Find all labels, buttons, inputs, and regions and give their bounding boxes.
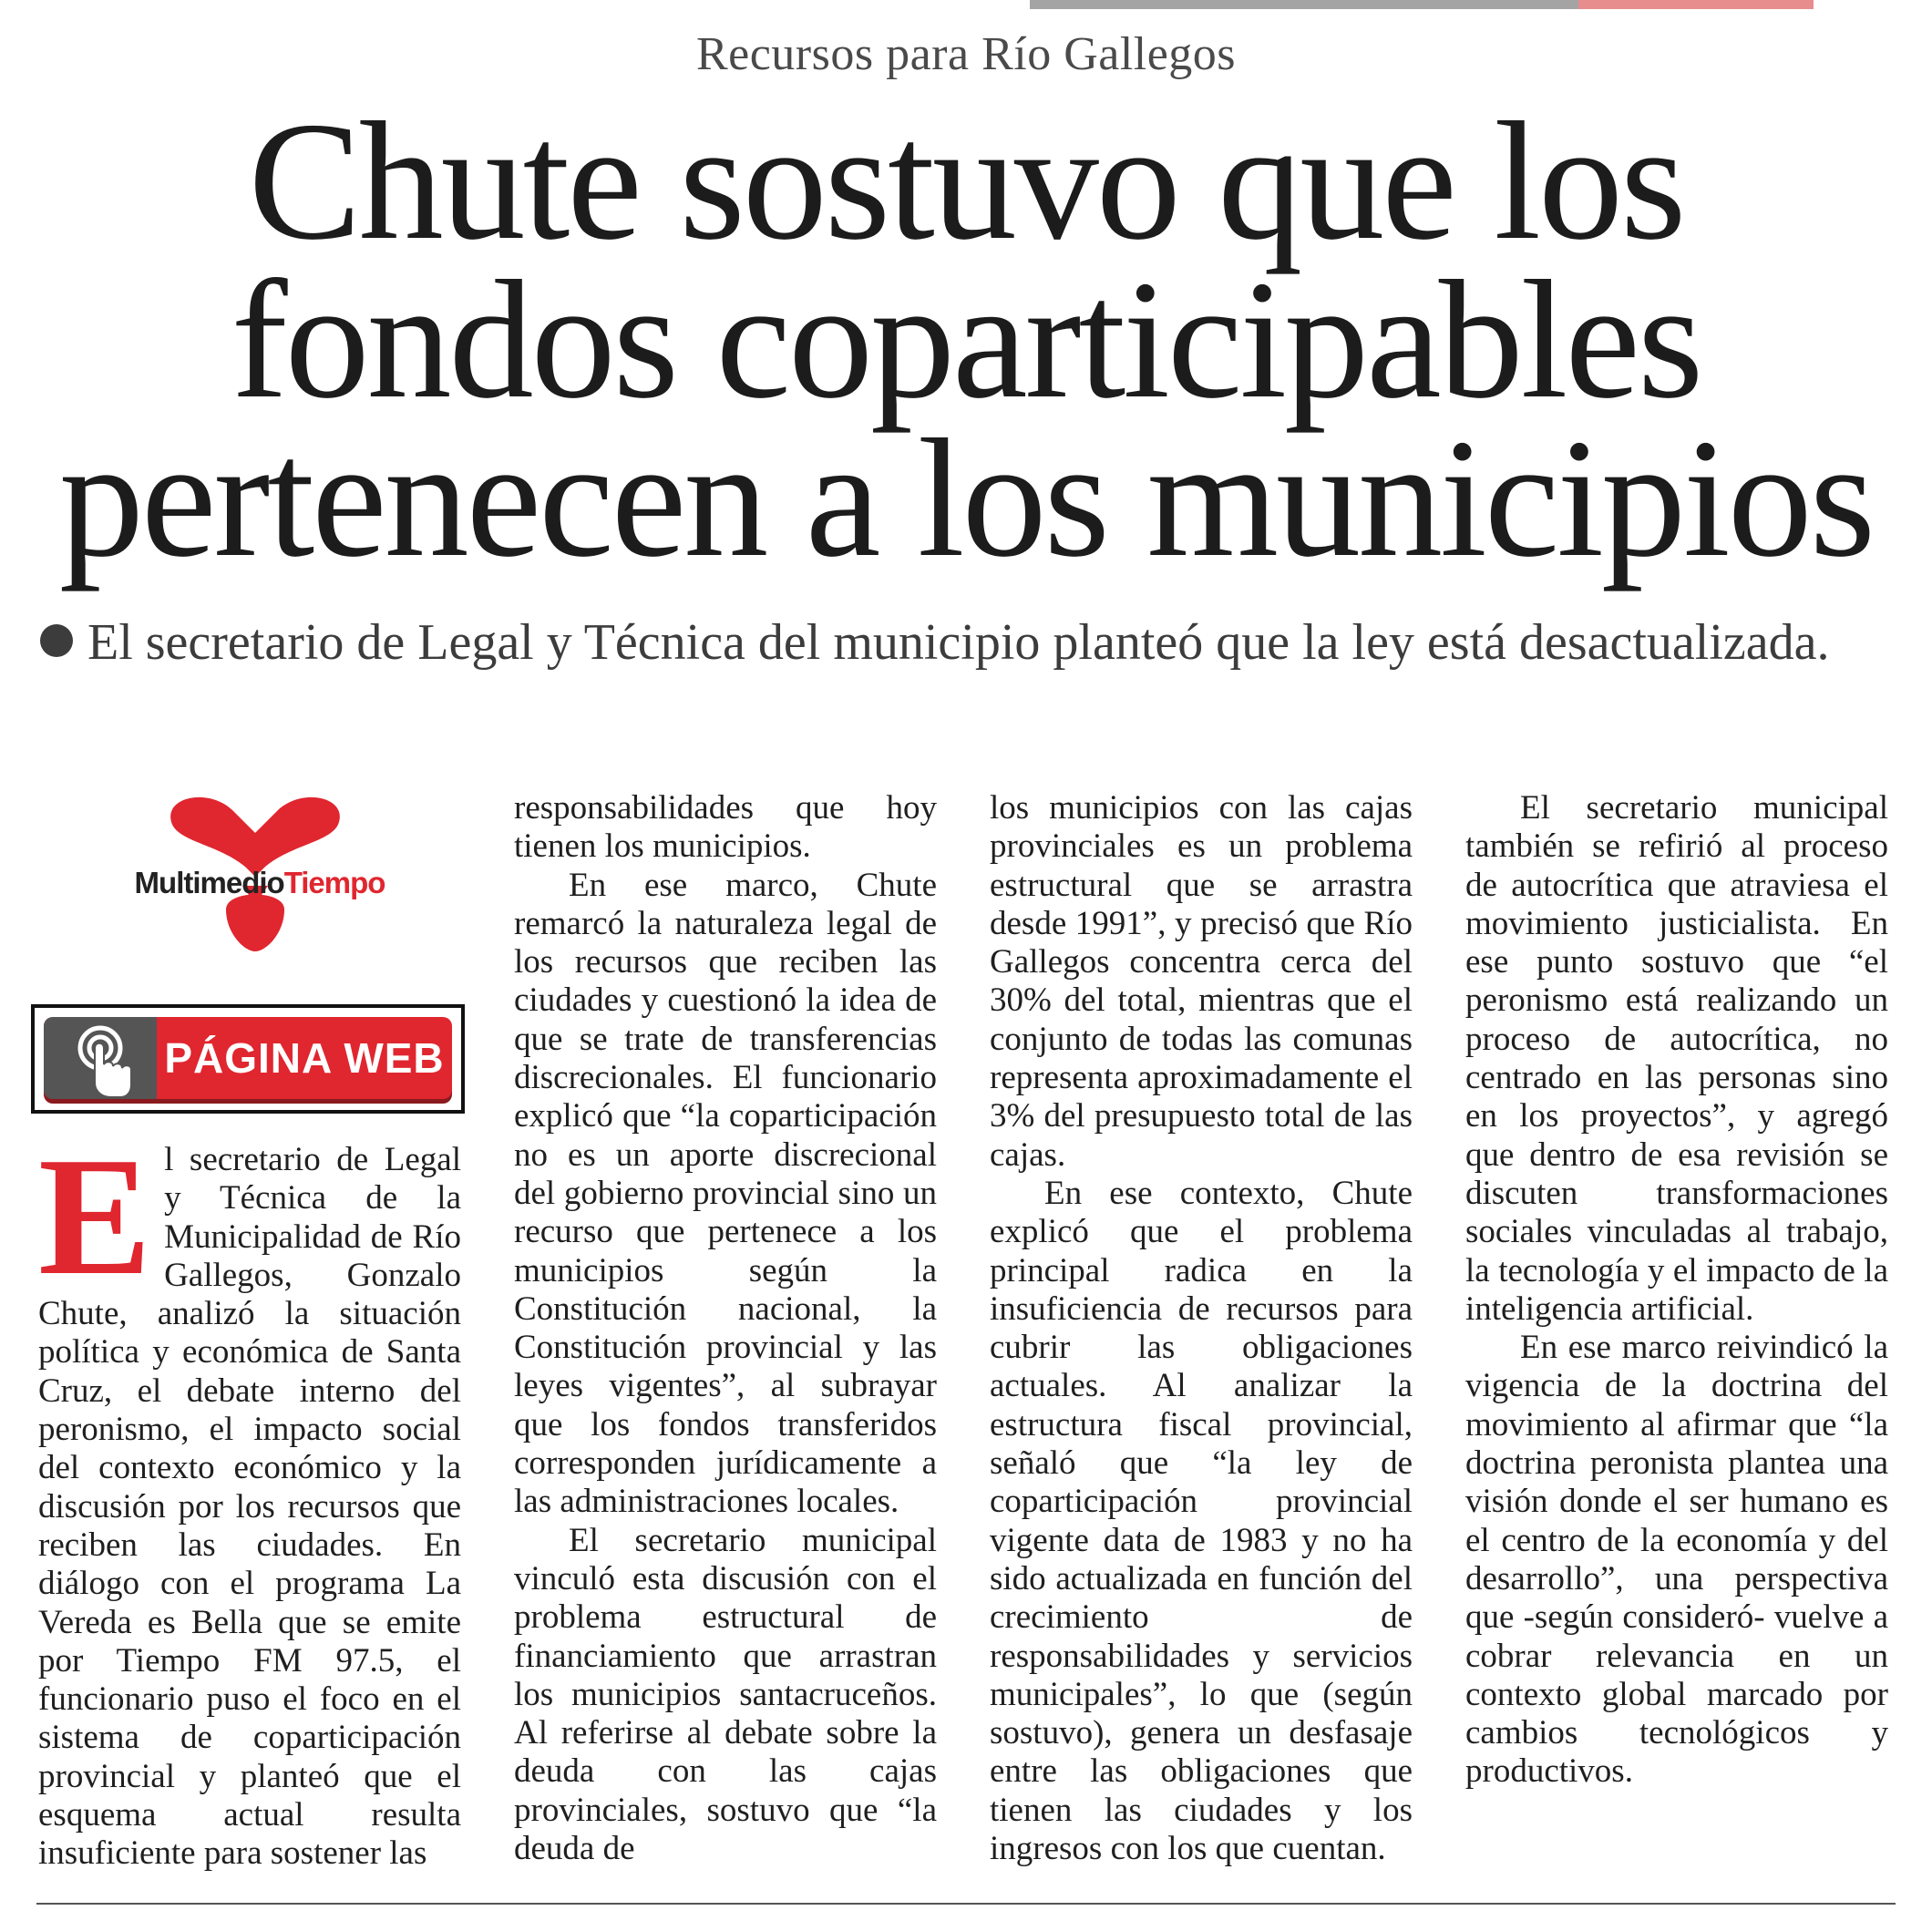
pagina-web-label: PÁGINA WEB: [164, 1034, 445, 1082]
paragraph-2: En ese marco, Chute remarcó la naturaleza legal de los recursos que reciben las ciudades y cuestionó la idea de que se trate de transferencias discrecionales. El funcionario explicó que “la coparticipación no es un aporte discrecional del gobierno provincial sino un recurso que pertenece a los municipios según la Constitución nacional, la Constitución provincial y las leyes vigentes”, al subrayar que los fondos transferidos corresponden jurídicamente a las administraciones locales.: [514, 866, 937, 1521]
section-kicker: Recursos para Río Gallegos: [695, 28, 1237, 80]
paragraph-1-part-b: responsabilidades que hoy tienen los municipios.: [514, 789, 937, 866]
deck-text: El secretario de Legal y Técnica del municipio planteó que la ley está desactualizada.: [87, 614, 1830, 671]
paragraph-5: El secretario municipal también se refirió al proceso de autocrítica que atraviesa el movimiento justicialista. En ese punto sostuvo que “el peronismo está realizando un proceso de autocrítica, no centrado en las personas sino en los proyectos”, y agregó que dentro de esa revisión se discuten transformaciones sociales vinculadas al trabajo, la tecnología y el impacto de la inteligencia artificial.: [1465, 789, 1888, 1328]
bottom-divider: [36, 1903, 1896, 1905]
article-column-1: [38, 1123, 461, 1874]
paragraph-3-part-a: El secretario municipal vinculó esta discusión con el problema estructural de financiamiento que arrastran los municipios santacruceños. Al referirse al debate sobre la deuda con las cajas provinciales, sostuvo que “la deuda de: [514, 1521, 937, 1868]
paragraph-3-part-b: los municipios con las cajas provinciales es un problema estructural que se arrastra desde 1991”, y precisó que Río Gallegos concentra cerca del 30% del total, mientras que el conjunto de todas las comunas representa aproximadamente el 3% del presupuesto total de las cajas.: [990, 789, 1413, 1174]
top-header-strip: [1030, 0, 1814, 9]
bullet-icon: [40, 624, 73, 657]
logo-wordmark: [109, 866, 410, 900]
paragraph-4: En ese contexto, Chute explicó que el problema principal radica en la insuficiencia de recursos para cubrir las obligaciones actuales. Al analizar la estructura fiscal provincial, señaló que “la ley de coparticipación provincial vigente data de 1983 y no ha sido actualizada en función del crecimiento de responsabilidades y servicios municipales”, lo que (según sostuvo), genera un desfasaje entre las obligaciones que tienen las ciudades y los ingresos con los que cuentan.: [990, 1174, 1413, 1868]
pagina-web-button[interactable]: [44, 1017, 452, 1099]
drop-cap: E: [38, 1123, 152, 1310]
headline: Chute sostuvo que los fondos coparticipables pertenecen a los municipios: [58, 87, 1874, 592]
logo-wordmark-part1: Multimedio: [134, 866, 284, 899]
logo-wordmark-part2: Tiempo: [283, 866, 385, 899]
deck-subheadline: [40, 612, 1881, 673]
paragraph-1-part-a: l secretario de Legal y Técnica de la Municipalidad de Río Gallegos, Gonzalo Chute, analizó la situación política y económica de Santa Cruz, el debate interno del peronismo, el impacto social del contexto económico y la discusión por los recursos que reciben las ciudades. En diálogo con el programa La Vereda es Bella que se emite por Tiempo FM 97.5, el funcionario puso el foco en el sistema de coparticipación provincial y planteó que el esquema actual resulta insuficiente para sostener las: [38, 1141, 461, 1873]
article-column-3: [990, 789, 1413, 1868]
multimedio-tiempo-logo: [100, 791, 401, 973]
article-column-2: [514, 789, 937, 1868]
pagina-web-box: [31, 1004, 465, 1114]
article-column-4: [1465, 789, 1888, 1792]
paragraph-6: En ese marco reivindicó la vigencia de la doctrina del movimiento al afirmar que “la doctrina peronista plantea una visión donde el ser humano es el centro de la economía y del desarrollo”, una perspectiva que -según consideró- vuelve a cobrar relevancia en un contexto global marcado por cambios tecnológicos y productivos.: [1465, 1329, 1888, 1791]
touch-hand-icon: [44, 1017, 157, 1099]
